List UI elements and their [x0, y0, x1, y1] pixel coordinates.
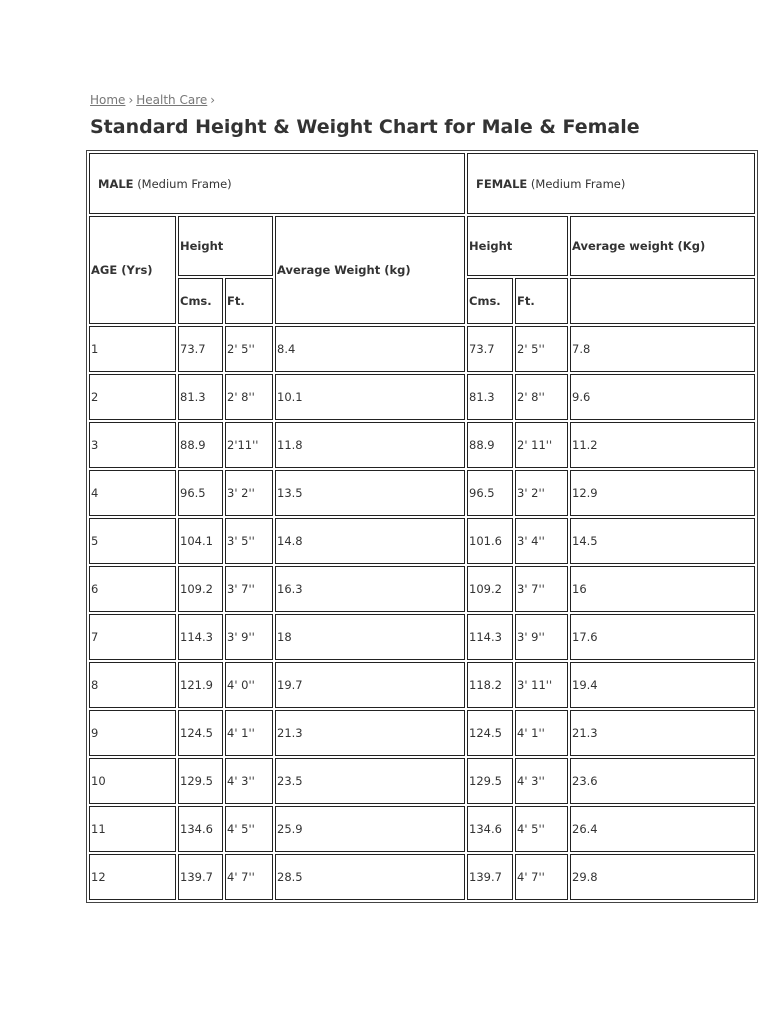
male-weight-cell: 28.5	[275, 854, 465, 900]
age-cell: 12	[89, 854, 176, 900]
age-cell: 10	[89, 758, 176, 804]
male-weight-cell: 8.4	[275, 326, 465, 372]
female-ft-cell: 4' 3''	[515, 758, 568, 804]
female-ft-cell: 3' 11''	[515, 662, 568, 708]
empty-header-cell	[570, 278, 755, 324]
male-weight-cell: 11.8	[275, 422, 465, 468]
breadcrumb-separator: ›	[128, 93, 134, 107]
female-ft-cell: 3' 2''	[515, 470, 568, 516]
age-cell: 1	[89, 326, 176, 372]
male-cms-cell: 129.5	[178, 758, 223, 804]
column-header-row	[89, 216, 755, 276]
male-cms-cell: 134.6	[178, 806, 223, 852]
table-row	[89, 518, 755, 564]
table-row	[89, 614, 755, 660]
female-weight-cell: 12.9	[570, 470, 755, 516]
female-weight-cell: 7.8	[570, 326, 755, 372]
female-weight-cell: 29.8	[570, 854, 755, 900]
breadcrumb-separator: ›	[210, 93, 216, 107]
female-ft-cell: 4' 5''	[515, 806, 568, 852]
female-weight-cell: 23.6	[570, 758, 755, 804]
age-cell: 7	[89, 614, 176, 660]
female-cms-cell: 101.6	[467, 518, 513, 564]
male-cms-cell: 104.1	[178, 518, 223, 564]
male-weight-cell: 13.5	[275, 470, 465, 516]
male-weight-cell: 10.1	[275, 374, 465, 420]
female-weight-cell: 19.4	[570, 662, 755, 708]
breadcrumb-home-link[interactable]: Home	[90, 93, 126, 107]
female-ft-cell: 2' 8''	[515, 374, 568, 420]
male-weight-cell: 16.3	[275, 566, 465, 612]
female-ft-cell: 2' 5''	[515, 326, 568, 372]
age-cell: 4	[89, 470, 176, 516]
male-ft-cell: 3' 5''	[225, 518, 273, 564]
male-cms-cell: 81.3	[178, 374, 223, 420]
table-row	[89, 470, 755, 516]
female-cms-cell: 96.5	[467, 470, 513, 516]
female-weight-cell: 21.3	[570, 710, 755, 756]
table-row	[89, 758, 755, 804]
female-cms-cell: 118.2	[467, 662, 513, 708]
female-cms-cell: 139.7	[467, 854, 513, 900]
male-cms-cell: 114.3	[178, 614, 223, 660]
age-cell: 9	[89, 710, 176, 756]
table-row	[89, 662, 755, 708]
female-label: FEMALE	[476, 176, 528, 191]
female-section-header	[467, 153, 755, 214]
female-cms-header: Cms.	[467, 278, 513, 324]
male-frame-note: (Medium Frame)	[137, 176, 232, 191]
male-weight-cell: 14.8	[275, 518, 465, 564]
female-weight-cell: 9.6	[570, 374, 755, 420]
female-frame-note: (Medium Frame)	[530, 176, 626, 191]
male-section-header	[89, 153, 465, 214]
age-cell: 2	[89, 374, 176, 420]
female-ft-cell: 2' 11''	[515, 422, 568, 468]
table-row	[89, 374, 755, 420]
breadcrumb-health-care-link[interactable]: Health Care	[136, 93, 208, 107]
female-cms-cell: 109.2	[467, 566, 513, 612]
female-cms-cell: 114.3	[467, 614, 513, 660]
age-cell: 6	[89, 566, 176, 612]
male-cms-cell: 121.9	[178, 662, 223, 708]
table-row	[89, 806, 755, 852]
male-cms-cell: 73.7	[178, 326, 223, 372]
female-cms-cell: 129.5	[467, 758, 513, 804]
male-weight-cell: 18	[275, 614, 465, 660]
female-weight-cell: 14.5	[570, 518, 755, 564]
female-cms-cell: 73.7	[467, 326, 513, 372]
female-ft-cell: 3' 9''	[515, 614, 568, 660]
male-average-weight-header: Average Weight (kg)	[275, 216, 465, 324]
age-cell: 3	[89, 422, 176, 468]
male-cms-cell: 109.2	[178, 566, 223, 612]
table-row	[89, 422, 755, 468]
male-ft-cell: 3' 2''	[225, 470, 273, 516]
page-title: Standard Height & Weight Chart for Male & Female	[90, 116, 640, 138]
female-weight-cell: 11.2	[570, 422, 755, 468]
female-average-weight-header: Average weight (Kg)	[570, 216, 755, 276]
age-cell: 5	[89, 518, 176, 564]
male-weight-cell: 25.9	[275, 806, 465, 852]
female-ft-cell: 4' 7''	[515, 854, 568, 900]
female-cms-cell: 81.3	[467, 374, 513, 420]
male-ft-cell: 4' 5''	[225, 806, 273, 852]
table-row	[89, 326, 755, 372]
female-cms-cell: 124.5	[467, 710, 513, 756]
female-ft-cell: 3' 7''	[515, 566, 568, 612]
female-height-header: Height	[467, 216, 568, 276]
male-label: MALE	[98, 176, 134, 191]
male-ft-cell: 4' 0''	[225, 662, 273, 708]
male-ft-cell: 4' 7''	[225, 854, 273, 900]
female-weight-cell: 16	[570, 566, 755, 612]
male-cms-cell: 139.7	[178, 854, 223, 900]
age-header: AGE (Yrs)	[89, 216, 176, 324]
male-height-header: Height	[178, 216, 273, 276]
age-cell: 8	[89, 662, 176, 708]
section-header-row	[89, 153, 755, 214]
height-weight-table	[86, 150, 758, 903]
female-ft-header: Ft.	[515, 278, 568, 324]
male-cms-header: Cms.	[178, 278, 223, 324]
male-cms-cell: 88.9	[178, 422, 223, 468]
male-weight-cell: 21.3	[275, 710, 465, 756]
table-row	[89, 566, 755, 612]
age-cell: 11	[89, 806, 176, 852]
female-weight-cell: 26.4	[570, 806, 755, 852]
female-cms-cell: 88.9	[467, 422, 513, 468]
table-row	[89, 710, 755, 756]
male-weight-cell: 23.5	[275, 758, 465, 804]
female-cms-cell: 134.6	[467, 806, 513, 852]
male-weight-cell: 19.7	[275, 662, 465, 708]
female-weight-cell: 17.6	[570, 614, 755, 660]
male-ft-cell: 2' 5''	[225, 326, 273, 372]
male-ft-cell: 2' 8''	[225, 374, 273, 420]
table-row	[89, 854, 755, 900]
male-cms-cell: 124.5	[178, 710, 223, 756]
male-cms-cell: 96.5	[178, 470, 223, 516]
female-ft-cell: 4' 1''	[515, 710, 568, 756]
male-ft-cell: 2'11''	[225, 422, 273, 468]
male-ft-cell: 3' 7''	[225, 566, 273, 612]
male-ft-header: Ft.	[225, 278, 273, 324]
male-ft-cell: 4' 3''	[225, 758, 273, 804]
breadcrumb	[90, 93, 218, 107]
male-ft-cell: 3' 9''	[225, 614, 273, 660]
male-ft-cell: 4' 1''	[225, 710, 273, 756]
female-ft-cell: 3' 4''	[515, 518, 568, 564]
